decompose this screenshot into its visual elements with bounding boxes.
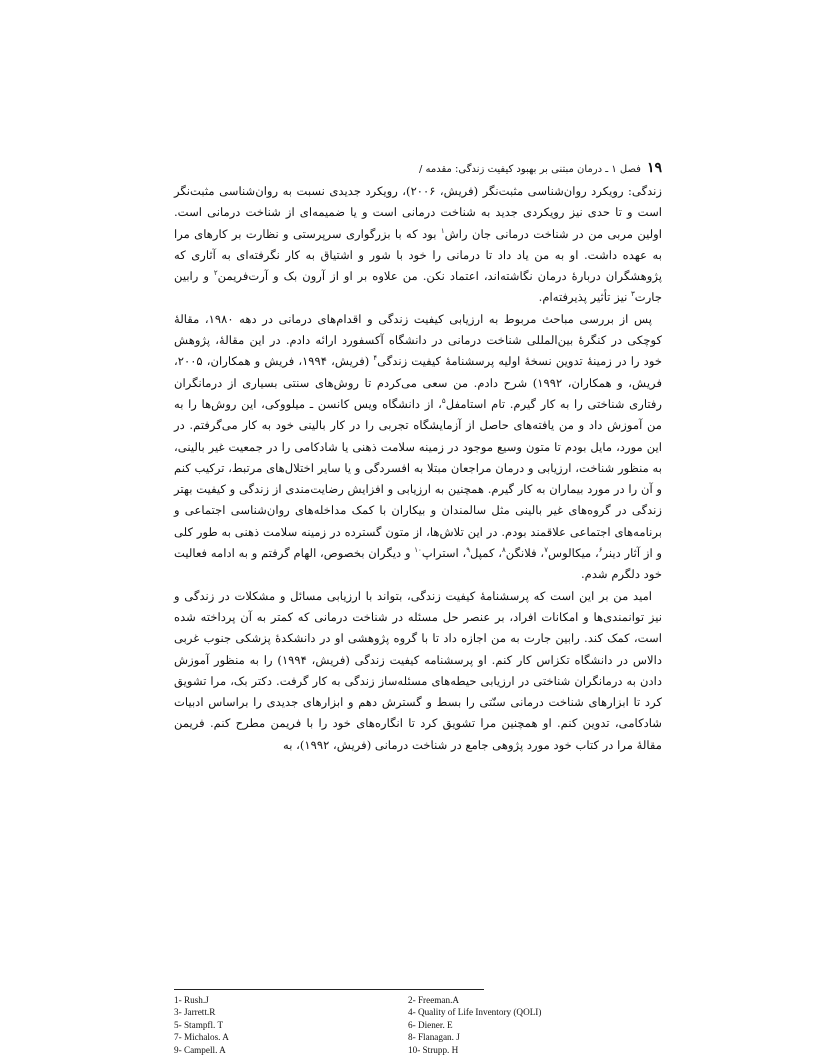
text-run: (فریش، ۱۹۹۴، فریش و همکاران، ۲۰۰۵، فریش، و همکاران، ۱۹۹۲) شرح دادم. من سعی می‌کردم تا روش‌های سنتی بسیاری از درمانگران رفتاری شناختی را به کار گیرم. تام استامفل	[174, 354, 663, 411]
footnote-5: 5- Stampfl. T	[174, 1019, 224, 1030]
text-run: ، استراپ	[421, 546, 467, 561]
text-run: ، میکالوس	[547, 546, 599, 561]
footnote-ref[interactable]: ۳	[631, 290, 635, 299]
footnote-10: 10- Strupp. H	[408, 1044, 459, 1055]
text-run: پس از بررسی مباحث مربوط به ارزیابی کیفیت زندگی و اقدام‌های درمانی در دهه ۱۹۸۰، مقالهٔ کوچکی در کنگرهٔ بین‌المللی شناخت درمانی در دانشگاه آکسفورد ارائه دادم. در این مقالهٔ، پژوهش خود را در زمینهٔ تدوین نسخهٔ اولیه پرسشنامهٔ کیفیت زندگی	[174, 311, 662, 369]
text-run: ، فلانگن	[505, 546, 545, 561]
text-run: و دیگران بخصوص، الهام گرفتم و به ادامه فعالیت خود دلگرم شدم.	[174, 546, 662, 582]
footnote-ref[interactable]: ۵	[441, 397, 446, 406]
footnote-6: 6- Diener. E	[408, 1019, 453, 1030]
text-run: و رابین جارت	[174, 269, 662, 305]
footnote-ref[interactable]: ۷	[544, 546, 548, 555]
chapter-title: فصل ۱ ـ درمان مبتنی بر بهبود کیفیت زندگی: مقدمه /	[418, 164, 641, 175]
footnote-divider	[174, 989, 484, 990]
page-number: ۱۹	[646, 160, 662, 176]
footnote-4: 4- Quality of Life Inventory (QOLI)	[408, 1007, 542, 1018]
text-run: امید من بر این است که پرسشنامهٔ کیفیت زندگی، بتواند با ارزیابی مسائل و مشکلات در زندگی و نیز توانمندی‌ها و امکانات افراد، بر عنصر حل مسئله در شناخت درمانی که کمتر به آن پرداخته شده است، کمک کند. رابین جارت به من اجازه داد تا با گروه پژوهشی او در دانشکدهٔ پزشکی جنوب غربی دالاس در دانشگاه تکزاس کار کنم. او پرسشنامه کیفیت زندگی (فریش، ۱۹۹۴) را به منظور آموزش دادن به درمانگران شناختی در ارزیابی حیطه‌های مسئله‌ساز زندگی به کار گرفت. دکتر بک، مرا تشویق کرد تا ابزارهای شناخت درمانی سنّتی را بسط و گسترش دهم و ابزارهای جدیدی را براساس ادبیات شادکامی، تدوین کنم. او همچنین مرا تشویق کرد تا انگاره‌های خود را با فریمن مطرح کنم. فریمن مقالهٔ مرا در کتاب خود مورد پژوهی جامع در شناخت درمانی (فریش، ۱۹۹۲)، به	[174, 588, 662, 752]
footnote-ref[interactable]: ۸	[502, 546, 506, 555]
footnote-1: 1- Rush.J	[174, 995, 209, 1005]
footnotes	[174, 994, 662, 1056]
paragraph-2	[174, 309, 662, 586]
text-run: نیز تأثیر پذیرفته‌ام.	[538, 290, 632, 305]
footnote-ref[interactable]: ۲	[213, 269, 218, 278]
footnote-2: 2- Freeman.A	[408, 995, 460, 1005]
paragraph-3	[174, 586, 662, 756]
footnote-8: 8- Flanagan. J	[408, 1032, 460, 1043]
text-run: زندگی: رویکرد روان‌شناسی مثبت‌نگر (فریش، ۲۰۰۶)، رویکرد جدیدی نسبت به روان‌شناسی مثبت‌نگر است و تا حدی نیز رویکردی جدید به شناخت درمانی است و یا ضمیمه‌ای از شناخت درمانی است. اولین مربی من در شناخت درمانی جان راش	[174, 184, 662, 241]
footnote-ref[interactable]: ۶	[598, 546, 603, 555]
footnote-ref[interactable]: ۴	[373, 354, 378, 363]
body-text	[174, 181, 662, 756]
footnote-ref[interactable]: ۱	[440, 226, 445, 235]
footnote-ref[interactable]: ۹	[466, 546, 471, 555]
footnote-7: 7- Michalos. A	[174, 1032, 229, 1043]
text-run: ، از دانشگاه ویس کانسن ـ میلووکی، این روش‌ها را به من آموزش داد و من یافته‌های حاصل از آزمایشگاه تجربی را در کار بالینی خود به کار می‌گرفتم. در این مورد، مایل بودم تا متون وسیع موجود در زمینه سلامت ذهنی یا شادکامی را در جمعیت غیر بالینی، به منظور شناخت، ارزیابی و درمان مراجعان مبتلا به افسردگی و یا سایر اختلال‌های مرتبط، ترکیب کنم و آن را در مورد بیماران به کار گیرم. همچنین به ارزیابی و افزایش رضایت‌مندی از زندگی و کیفیت بهتر زندگی در گروه‌های غیر بالینی مثل سالمندان و بیکاران با کمک مداخله‌های روان‌شناسی اجتماعی و برنامه‌های اجتماعی علاقمند بودم. در این تلاش‌ها، از متون گسترده در زمینه سلامت ذهنی به طور کلی و از آثار دینر	[174, 396, 663, 561]
paragraph-1	[174, 181, 662, 309]
footnote-3: 3- Jarrett.R	[174, 1007, 216, 1018]
footnote-ref[interactable]: ۱۰	[414, 546, 422, 555]
footnote-9: 9- Campell. A	[174, 1044, 226, 1055]
text-run: بود که با بزرگواری سرپرستی و نظارت بر کارهای مرا به عهده داشت. او به من یاد داد تا درمانی را خود با شور و اشتیاق به کار نگرفته‌ای به آثاری که پژوهشگران دربارهٔ درمان نگاشته‌اند، اعتماد نکن. من علاوه بر او از آرون بک و آرت‌فریمن	[174, 226, 663, 284]
running-header	[174, 160, 662, 180]
text-run: ، کمپل	[470, 546, 503, 561]
